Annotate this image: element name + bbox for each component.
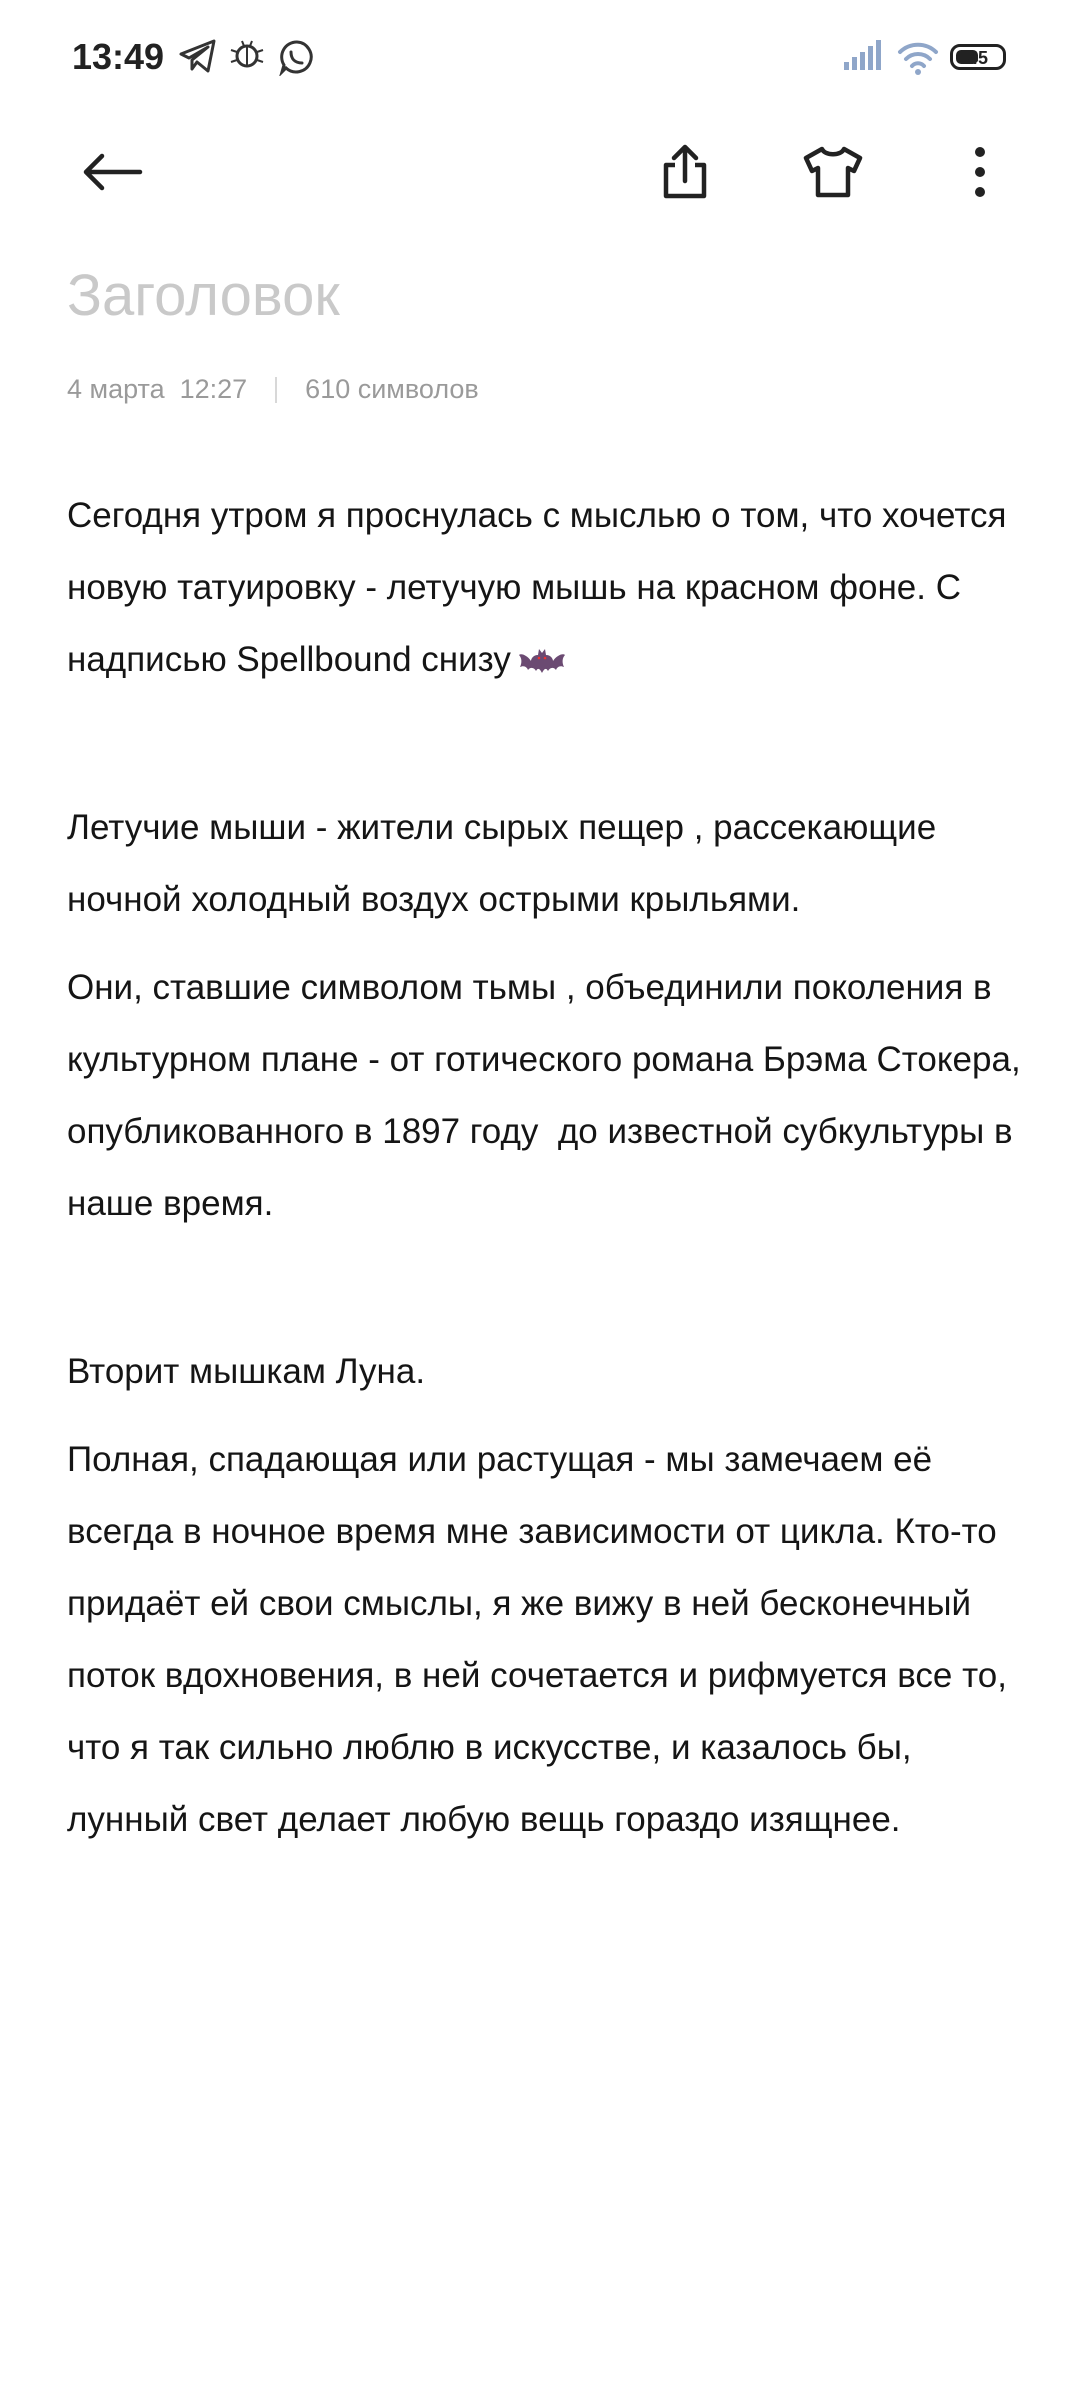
note-paragraph: Вторит мышкам Луна. [67,1352,426,1391]
share-icon [658,143,712,201]
status-bar [0,0,1080,120]
battery-icon [950,44,1006,70]
note-title-input[interactable]: Заголовок [67,263,340,328]
back-arrow-icon [80,152,144,192]
status-time: 13:49 [72,36,165,77]
battery-level: 45 [967,48,989,68]
theme-shirt-icon [802,145,864,199]
share-button[interactable] [645,132,725,212]
note-paragraph: Полная, спадающая или растущая - мы замечаем её всегда в ночное время мне зависимости от цикла. Кто-то придаёт ей свои смыслы, я же вижу в ней бесконечный поток вдохновения, в ней сочетается и рифмуется все то, что я так сильно люблю в искусстве, и казалось бы, лунный свет делает любую вещь гораздо изящнее. [67,1440,1007,1839]
back-button[interactable] [72,132,152,212]
whatsapp-icon [278,38,316,76]
more-button[interactable] [940,132,1020,212]
wifi-icon [896,38,940,78]
note-meta [67,374,479,405]
note-char-count: 610 символов [305,374,479,404]
meta-divider [275,377,277,403]
bug-icon [228,38,266,74]
note-paragraph-blank [67,1256,1027,1328]
telegram-icon [178,38,218,74]
toolbar [0,120,1080,220]
more-vertical-icon [970,145,990,199]
bat-emoji-icon [517,645,567,679]
note-date: 4 марта 12:27 [67,374,248,404]
note-paragraph: Летучие мыши - жители сырых пещер , рассекающие ночной холодный воздух острыми крыльями. [67,808,937,919]
signal-icon [842,38,884,72]
note-paragraph: Сегодня утром я проснулась с мыслью о том, что хочется новую татуировку - летучую мышь на красном фоне. С надписью Spellbound снизу [67,496,1007,679]
note-paragraph-blank [67,712,1027,784]
note-paragraph: Они, ставшие символом тьмы , объединили поколения в культурном плане - от готического романа Брэма Стокера, опубликованного в 1897 году до известной субкультуры в наше время. [67,968,1031,1223]
note-body-editor[interactable] [67,480,1031,1872]
theme-button[interactable] [793,132,873,212]
